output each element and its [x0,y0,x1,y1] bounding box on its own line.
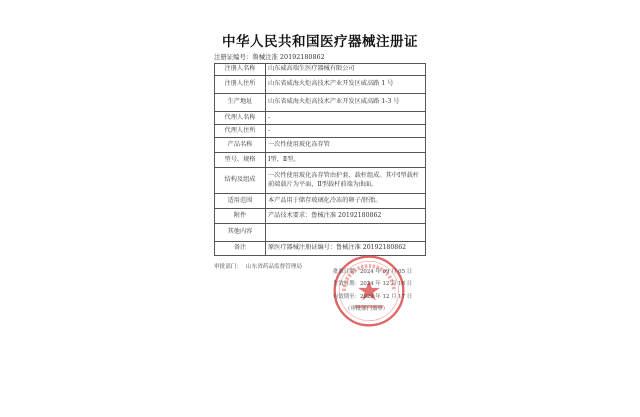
row-label: 备注 [215,242,266,256]
approval-dept: 山东省药品监督管理局 [246,264,302,270]
row-value: 一次性使用玻化冻存管由护套、载杆组成。其中Ⅰ型载杆前端载片为平面，Ⅱ型载杆前端为曲面。 [266,168,426,194]
row-label: 结构及组成 [215,168,266,194]
row-label: 型号、规格 [215,153,266,168]
table-row [215,168,426,194]
row-value: 本产品用于储存玻璃化冷冻的卵子/胚胎。 [266,194,426,209]
row-value: - [266,125,426,138]
registration-number: 注册证编号：鲁械注准 20192180862 [214,53,325,61]
row-label: 其他内容 [215,224,266,242]
table-row [215,64,426,76]
row-label: 适用范围 [215,194,266,209]
row-label: 产品名称 [215,138,266,153]
dates-block [333,266,412,316]
row-label: 代理人住所 [215,125,266,138]
row-value: 山东省威海火炬高技术产业开发区威高路 1 号 [266,76,426,94]
table-row [215,224,426,242]
table-row [215,138,426,153]
table-row [215,76,426,94]
certificate-title: 中华人民共和国医疗器械注册证 [222,34,418,50]
row-value: 原医疗器械注册证编号：鲁械注准 20192180862 [266,242,426,256]
row-value: - [266,112,426,125]
table-row [215,94,426,112]
row-value [266,224,426,242]
table-row [215,112,426,125]
approval-date: 批准日期：2024 年 09 月 05 日 [333,269,413,275]
effective-date: 生效日期：2024 年 12 月 18 日 [333,281,413,288]
table-row [215,209,426,224]
row-label: 附件 [215,209,266,224]
row-label: 注册人名称 [215,64,266,76]
row-label: 生产地址 [215,94,266,112]
row-value: 产品技术要求：鲁械注准 20192180862 [266,209,426,224]
table-row [215,194,426,209]
table-row [215,153,426,168]
certificate-table [214,63,426,256]
row-value: 山东省威海火炬高技术产业开发区威高路 1-3 号 [266,94,426,112]
table-row [215,125,426,138]
approval-dept-label: 审批部门： [214,264,242,270]
valid-until-date: 有效期至：2029 年 12 月 17 日 [333,293,413,300]
row-label: 代理人名称 [215,112,266,125]
row-label: 注册人住所 [215,76,266,94]
row-value: 山东威高瑞生医疗器械有限公司 [266,64,426,76]
row-value: 一次性使用玻化冻存管 [266,138,426,153]
seal-note: （审批部门盖章） [345,306,389,313]
row-value: Ⅰ型、Ⅱ型。 [266,153,426,168]
